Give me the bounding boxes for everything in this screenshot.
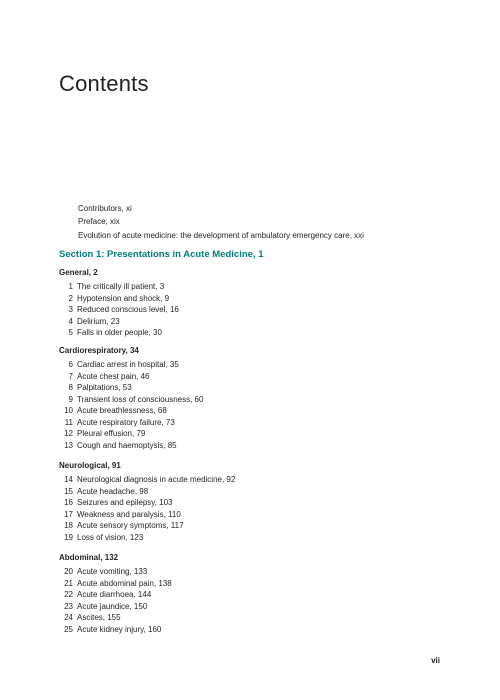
part-title: Neurological, 91 [59,461,121,470]
chapter-title: Acute respiratory failure, 73 [77,417,175,427]
chapter-number: 17 [64,509,73,519]
chapter-entry [59,371,203,383]
page-number: vii [431,656,440,665]
chapter-entry [59,601,172,613]
chapter-title: Acute jaundice, 150 [77,601,148,611]
chapter-entry [59,566,172,578]
chapter-number: 1 [68,282,73,291]
chapter-entry [59,359,203,371]
chapter-entry [59,612,172,624]
chapter-title: Weakness and paralysis, 110 [77,509,181,519]
page-title: Contents [59,71,149,96]
chapter-number: 11 [64,417,73,427]
chapter-title: Acute chest pain, 46 [77,371,150,381]
chapter-title: Acute diarrhoea, 144 [77,590,152,599]
chapter-title: Hypotension and shock, 9 [77,293,170,303]
part-title: General, 2 [59,268,98,277]
chapter-title: Loss of vision, 123 [77,532,144,542]
chapter-number: 9 [68,394,73,404]
front-matter-item-preface: Preface, xix [78,217,120,227]
chapter-title: Acute sensory symptoms, 117 [77,521,184,530]
chapter-number: 13 [64,440,73,450]
chapter-entry [59,624,172,636]
part-title: Abdominal, 132 [59,553,119,562]
chapter-title: Falls in older people, 30 [77,328,162,337]
chapter-entry [59,428,203,440]
chapter-entry [59,520,235,532]
chapter-number: 23 [64,601,73,611]
chapter-number: 2 [68,293,73,303]
chapter-title: Palpitations, 53 [77,383,132,392]
chapter-number: 5 [68,328,73,337]
chapter-number: 14 [64,475,73,484]
chapter-number: 10 [64,406,73,415]
chapter-entry [59,304,179,316]
chapter-number: 6 [68,360,73,369]
chapter-entry [59,382,203,394]
chapter-number: 18 [64,521,73,530]
front-matter-item-evolution: Evolution of acute medicine: the development of ambulatory emergency care, xxi [78,230,364,240]
chapter-title: Pleural effusion, 79 [77,429,146,438]
chapter-entry [59,509,235,521]
chapter-title: Ascites, 155 [77,613,121,622]
chapter-title: The critically ill patient, 3 [77,282,165,291]
chapter-number: 25 [64,624,73,634]
chapter-entry [59,417,203,429]
part-title: Cardiorespiratory, 34 [59,346,139,355]
section-heading: Section 1: Presentations in Acute Medicine, 1 [59,249,264,260]
chapter-title: Cough and haemoptysis, 85 [77,440,177,450]
chapter-title: Acute breathlessness, 68 [77,406,167,415]
chapter-number: 4 [68,316,73,326]
chapter-entry [59,474,235,486]
chapter-entry [59,316,179,328]
chapter-number: 3 [68,305,73,314]
chapter-number: 7 [68,371,73,381]
chapter-number: 22 [64,590,73,599]
chapter-entry [59,440,203,452]
chapter-entry [59,394,203,406]
front-matter-list [78,202,364,242]
chapter-title: Seizures and epilepsy, 103 [77,498,173,507]
chapter-entry [59,327,179,339]
part-neurological [59,461,235,543]
chapter-number: 15 [64,486,73,496]
chapter-entry [59,486,235,498]
chapter-entry [59,405,203,417]
chapter-entry [59,293,179,305]
chapter-entry [59,578,172,590]
chapter-title: Acute headache, 98 [77,486,149,496]
chapter-title: Neurological diagnosis in acute medicine, 92 [77,475,236,484]
chapter-number: 8 [68,383,73,392]
chapter-title: Delirium, 23 [77,316,120,326]
chapter-title: Transient loss of consciousness, 60 [77,394,204,404]
chapter-number: 20 [64,567,73,576]
chapter-title: Acute abdominal pain, 138 [77,578,172,588]
part-cardiorespiratory [59,346,203,451]
chapter-number: 21 [64,578,73,588]
chapter-entry [59,281,179,293]
chapter-entry [59,497,235,509]
chapter-number: 19 [64,532,73,542]
part-abdominal [59,553,172,635]
chapter-title: Cardiac arrest in hospital, 35 [77,360,179,369]
chapter-number: 12 [64,429,73,438]
chapter-entry [59,589,172,601]
front-matter-item-contributors: Contributors, xi [78,204,132,213]
chapter-title: Acute vomiting, 133 [77,567,148,576]
chapter-entry [59,532,235,544]
chapter-title: Acute kidney injury, 160 [77,624,162,634]
chapter-number: 16 [64,498,73,507]
chapter-number: 24 [64,613,73,622]
chapter-title: Reduced conscious level, 16 [77,305,179,314]
part-general [59,268,179,339]
